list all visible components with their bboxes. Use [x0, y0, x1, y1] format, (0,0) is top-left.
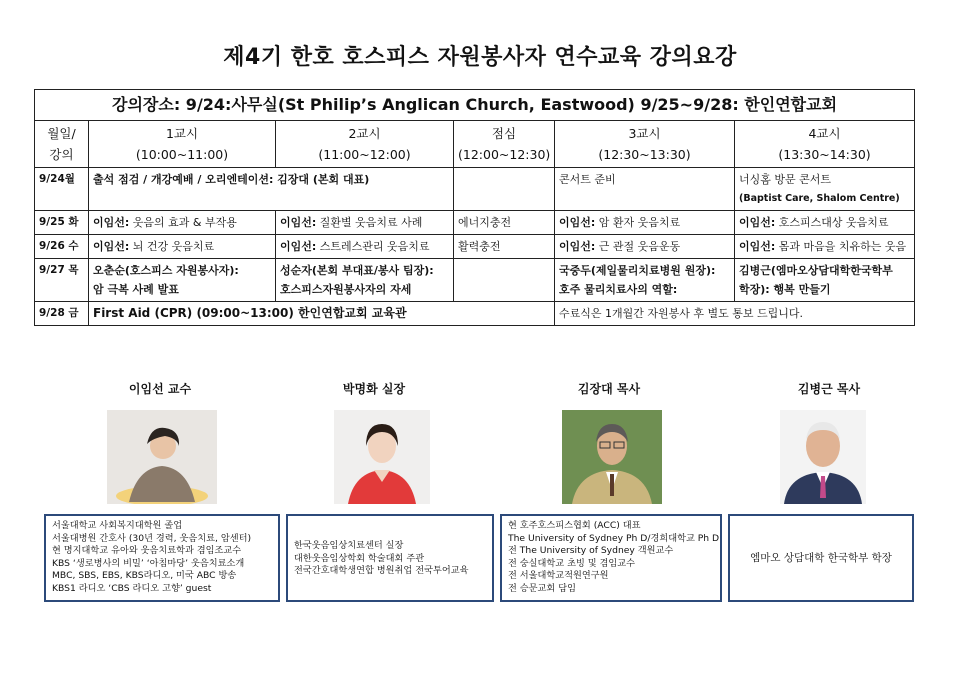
session-cell: 콘서트 준비	[555, 168, 735, 211]
session-cell: 출석 점검 / 개강예배 / 오리엔테이션: 김장대 (본회 대표)	[89, 168, 454, 211]
header-period-4	[735, 121, 915, 168]
speaker-photo-3	[562, 410, 662, 504]
session-main: 너싱홈 방문 콘서트	[739, 173, 832, 186]
speaker-name-3: 김장대 목사	[577, 382, 641, 396]
table-row-0925	[35, 211, 915, 235]
lunch-cell	[454, 259, 555, 302]
bio-line: 대한웃음임상학회 학술대회 주관	[294, 552, 425, 564]
period-time: (11:00~12:00)	[318, 147, 411, 162]
period-time: (12:00~12:30)	[458, 147, 551, 162]
session-line: 오춘순(호스피스 자원봉사자):	[93, 264, 239, 277]
table-row-0926	[35, 235, 915, 259]
speaker-photo-4	[780, 410, 866, 504]
bio-line: 전 숭실대학교 초빙 및 겸임교수	[508, 557, 636, 569]
schedule-table	[34, 89, 915, 326]
table-row-0927	[35, 259, 915, 302]
session-line: 호스피스자원봉사자의 자세	[280, 283, 412, 296]
lunch-cell	[454, 168, 555, 211]
lunch-cell: 활력충전	[454, 235, 555, 259]
session-cell	[735, 259, 915, 302]
header-row	[35, 121, 915, 168]
speaker-photo-1	[107, 410, 217, 504]
bio-line: 한국웃음임상치료센터 실장	[294, 540, 404, 551]
bio-line: KBS ‘생로병사의 비밀’ ‘아침마당’ 웃음치료소개	[52, 557, 245, 569]
period-name: 3교시	[628, 126, 661, 141]
session-line: 암 극복 사례 발표	[93, 283, 179, 296]
period-time: (10:00~11:00)	[135, 147, 229, 162]
speaker-bio-4	[728, 514, 914, 602]
period-time: (12:30~13:30)	[598, 147, 691, 162]
lecturer-label: 이임선:	[93, 216, 130, 229]
session-cell	[555, 211, 735, 235]
venue-row	[35, 90, 915, 121]
bio-line: 엠마오 상담대학 한국학부 학장	[750, 552, 892, 564]
page-title: 제4기 한호 호스피스 자원봉사자 연수교육 강의요강	[223, 45, 737, 70]
session-cell	[735, 168, 915, 211]
session-cell	[276, 235, 454, 259]
venue-info: 강의장소: 9/24:사무실(St Philip’s Anglican Church, Eastwood) 9/25~9/28: 한인연합교회	[35, 90, 915, 121]
session-cell: First Aid (CPR) (09:00~13:00) 한인연합교회 교육관	[89, 302, 555, 326]
bio-line: 전 승문교회 담임	[508, 582, 576, 594]
lecturer-label: 이임선:	[739, 216, 776, 229]
header-period-2	[276, 121, 454, 168]
header-period-3	[555, 121, 735, 168]
lecture-topic: 질환별 웃음치료 사례	[316, 216, 423, 229]
session-cell	[89, 259, 276, 302]
header-day-line2: 강의	[49, 147, 74, 162]
lecture-topic: 스트레스관리 웃음치료	[316, 240, 430, 253]
session-line: 김병근(엠마오상담대학한국학부	[739, 264, 893, 277]
period-time: (13:30~14:30)	[778, 147, 871, 162]
session-cell	[735, 211, 915, 235]
session-cell	[555, 235, 735, 259]
bio-line: 서울대병원 간호사 (30년 경력, 웃음치료, 암센터)	[52, 532, 252, 544]
speaker-name-4: 김병근 목사	[797, 382, 861, 396]
lecturer-label: 이임선:	[280, 240, 317, 253]
table-row-0928	[35, 302, 915, 326]
lecturer-label: 이임선:	[739, 240, 776, 253]
lecturer-label: 이임선:	[559, 216, 596, 229]
period-name: 4교시	[808, 126, 841, 141]
lecture-topic: 웃음의 효과 & 부작용	[129, 216, 237, 229]
bio-line: 서울대학교 사회복지대학원 졸업	[52, 520, 183, 531]
period-name: 2교시	[348, 126, 381, 141]
speaker-bio-2	[286, 514, 494, 602]
lunch-cell: 에너지충전	[454, 211, 555, 235]
speaker-photo-2	[334, 410, 430, 504]
session-cell	[735, 235, 915, 259]
lecture-topic: 뇌 건강 웃음치료	[129, 240, 215, 253]
session-cell	[276, 211, 454, 235]
header-lunch	[454, 121, 555, 168]
speaker-bio-1	[44, 514, 280, 602]
header-day-line1: 월일/	[47, 126, 76, 141]
lecturer-label: 이임선:	[93, 240, 130, 253]
speaker-bio-3	[500, 514, 722, 602]
session-cell	[89, 211, 276, 235]
session-line: 성순자(본회 부대표/봉사 팀장):	[280, 264, 434, 277]
bio-line: KBS1 라디오 ‘CBS 라디오 고향’ guest	[52, 582, 212, 594]
graduation-note: 수료식은 1개월간 자원봉사 후 별도 통보 드립니다.	[555, 302, 915, 326]
bio-line: 현 명지대학교 유아와 웃음치료학과 겸임조교수	[52, 545, 242, 556]
lecture-topic: 호스피스대상 웃음치료	[775, 216, 889, 229]
lecturer-label: 이임선:	[559, 240, 596, 253]
lecture-topic: 암 환자 웃음치료	[595, 216, 681, 229]
bio-line: 전 The University of Sydney 객원교수	[508, 545, 674, 556]
session-line: 국중두(제일물리치료병원 원장):	[559, 264, 716, 277]
session-line: 학장): 행복 만들기	[739, 283, 831, 296]
session-cell	[89, 235, 276, 259]
bio-line: 현 호주호스피스협회 (ACC) 대표	[508, 520, 641, 531]
table-row-0924	[35, 168, 915, 211]
day-cell: 9/28 금	[35, 302, 89, 326]
bio-line: 전국간호대학생연합 병원취업 전국투어교육	[294, 565, 469, 576]
lecture-topic: 몸과 마음을 치유하는 웃음	[775, 240, 907, 253]
header-day	[35, 121, 89, 168]
speaker-name-1: 이임선 교수	[128, 382, 192, 396]
day-cell: 9/26 수	[35, 235, 89, 259]
bio-line: 전 서울대학교적원연구원	[508, 570, 609, 581]
period-name: 1교시	[165, 126, 199, 141]
session-line: 호주 물리치료사의 역할:	[559, 283, 678, 296]
day-cell: 9/27 목	[35, 259, 89, 302]
session-cell	[555, 259, 735, 302]
day-cell: 9/25 화	[35, 211, 89, 235]
session-cell	[276, 259, 454, 302]
session-sub: (Baptist Care, Shalom Centre)	[739, 193, 900, 204]
bio-line: MBC, SBS, EBS, KBS라디오, 미국 ABC 방송	[52, 570, 237, 581]
lecture-topic: 근 관절 웃음운동	[595, 240, 681, 253]
day-cell: 9/24월	[35, 168, 89, 211]
lecturer-label: 이임선:	[280, 216, 317, 229]
period-name: 점심	[491, 126, 517, 141]
speaker-name-2: 박명화 실장	[342, 382, 406, 396]
bio-line: The University of Sydney Ph D/경희대학교 Ph D	[508, 532, 720, 544]
header-period-1	[89, 121, 276, 168]
